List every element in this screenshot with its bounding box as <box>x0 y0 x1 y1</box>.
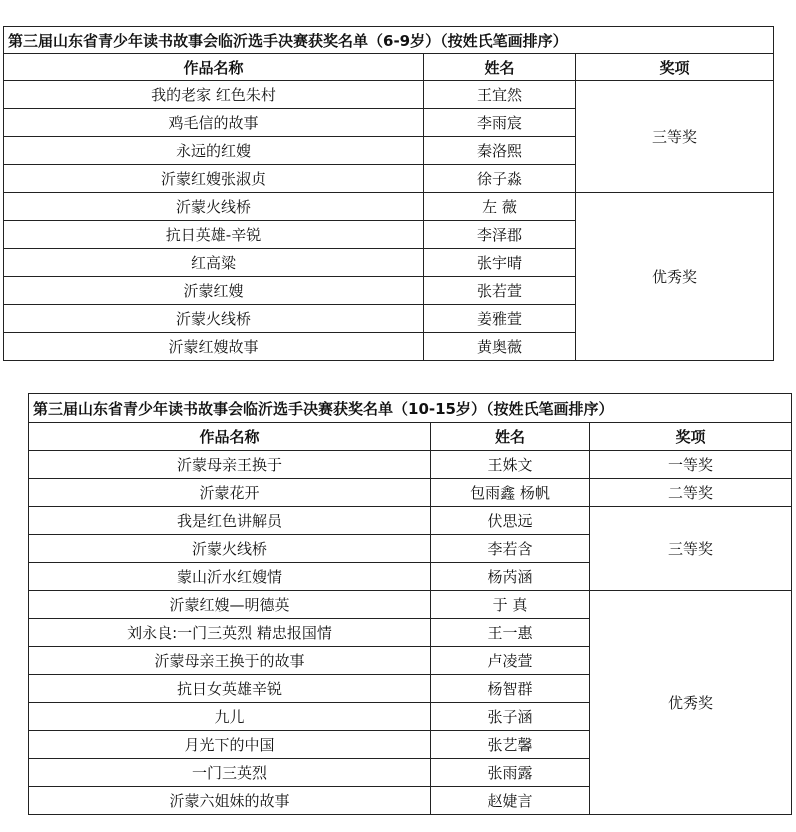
name-cell: 王一惠 <box>431 619 590 647</box>
name-cell: 张若萱 <box>424 277 576 305</box>
header-award: 奖项 <box>576 54 774 81</box>
work-title-cell: 一门三英烈 <box>29 759 431 787</box>
award-cell: 一等奖 <box>590 451 792 479</box>
name-cell: 杨智群 <box>431 675 590 703</box>
header-name: 姓名 <box>431 423 590 451</box>
name-cell: 张宇晴 <box>424 249 576 277</box>
award-table-6-9 <box>3 26 774 361</box>
work-title-cell: 刘永良:一门三英烈 精忠报国情 <box>29 619 431 647</box>
award-table-10-15 <box>28 393 792 815</box>
name-cell: 李泽郡 <box>424 221 576 249</box>
award-cell: 优秀奖 <box>590 591 792 815</box>
name-cell: 王宜然 <box>424 81 576 109</box>
work-title-cell: 沂蒙母亲王换于的故事 <box>29 647 431 675</box>
work-title-cell: 九儿 <box>29 703 431 731</box>
name-cell: 张雨露 <box>431 759 590 787</box>
work-title-cell: 鸡毛信的故事 <box>4 109 424 137</box>
header-work-title: 作品名称 <box>29 423 431 451</box>
work-title-cell: 沂蒙火线桥 <box>4 193 424 221</box>
award-cell: 二等奖 <box>590 479 792 507</box>
work-title-cell: 沂蒙六姐妹的故事 <box>29 787 431 815</box>
name-cell: 黄奥薇 <box>424 333 576 361</box>
name-cell: 于 真 <box>431 591 590 619</box>
name-cell: 王姝文 <box>431 451 590 479</box>
table-row <box>4 81 774 109</box>
work-title-cell: 沂蒙火线桥 <box>4 305 424 333</box>
header-row <box>29 423 792 451</box>
work-title-cell: 沂蒙母亲王换于 <box>29 451 431 479</box>
name-cell: 张子涵 <box>431 703 590 731</box>
name-cell: 秦洛熙 <box>424 137 576 165</box>
header-award: 奖项 <box>590 423 792 451</box>
award-cell: 三等奖 <box>590 507 792 591</box>
name-cell: 姜雅萱 <box>424 305 576 333</box>
work-title-cell: 沂蒙红嫂故事 <box>4 333 424 361</box>
title-row <box>4 27 774 54</box>
header-name: 姓名 <box>424 54 576 81</box>
name-cell: 左 薇 <box>424 193 576 221</box>
name-cell: 李若含 <box>431 535 590 563</box>
header-work-title: 作品名称 <box>4 54 424 81</box>
name-cell: 包雨鑫 杨帆 <box>431 479 590 507</box>
award-cell: 优秀奖 <box>576 193 774 361</box>
table-row <box>29 507 792 535</box>
table-row <box>29 591 792 619</box>
table-row <box>29 479 792 507</box>
work-title-cell: 我的老家 红色朱村 <box>4 81 424 109</box>
table-row <box>4 193 774 221</box>
title-row <box>29 394 792 423</box>
work-title-cell: 红高粱 <box>4 249 424 277</box>
work-title-cell: 沂蒙红嫂张淑贞 <box>4 165 424 193</box>
work-title-cell: 沂蒙红嫂 <box>4 277 424 305</box>
work-title-cell: 我是红色讲解员 <box>29 507 431 535</box>
work-title-cell: 沂蒙花开 <box>29 479 431 507</box>
work-title-cell: 永远的红嫂 <box>4 137 424 165</box>
work-title-cell: 蒙山沂水红嫂情 <box>29 563 431 591</box>
name-cell: 张艺馨 <box>431 731 590 759</box>
work-title-cell: 沂蒙火线桥 <box>29 535 431 563</box>
award-cell: 三等奖 <box>576 81 774 193</box>
name-cell: 赵婕言 <box>431 787 590 815</box>
table-title: 第三届山东省青少年读书故事会临沂选手决赛获奖名单（6-9岁）（按姓氏笔画排序） <box>4 27 774 54</box>
name-cell: 李雨宸 <box>424 109 576 137</box>
name-cell: 徐子淼 <box>424 165 576 193</box>
name-cell: 杨芮涵 <box>431 563 590 591</box>
table-title: 第三届山东省青少年读书故事会临沂选手决赛获奖名单（10-15岁）（按姓氏笔画排序） <box>29 394 792 423</box>
name-cell: 伏思远 <box>431 507 590 535</box>
work-title-cell: 月光下的中国 <box>29 731 431 759</box>
work-title-cell: 沂蒙红嫂—明德英 <box>29 591 431 619</box>
header-row <box>4 54 774 81</box>
work-title-cell: 抗日英雄-辛锐 <box>4 221 424 249</box>
table-row <box>29 451 792 479</box>
name-cell: 卢凌萱 <box>431 647 590 675</box>
work-title-cell: 抗日女英雄辛锐 <box>29 675 431 703</box>
